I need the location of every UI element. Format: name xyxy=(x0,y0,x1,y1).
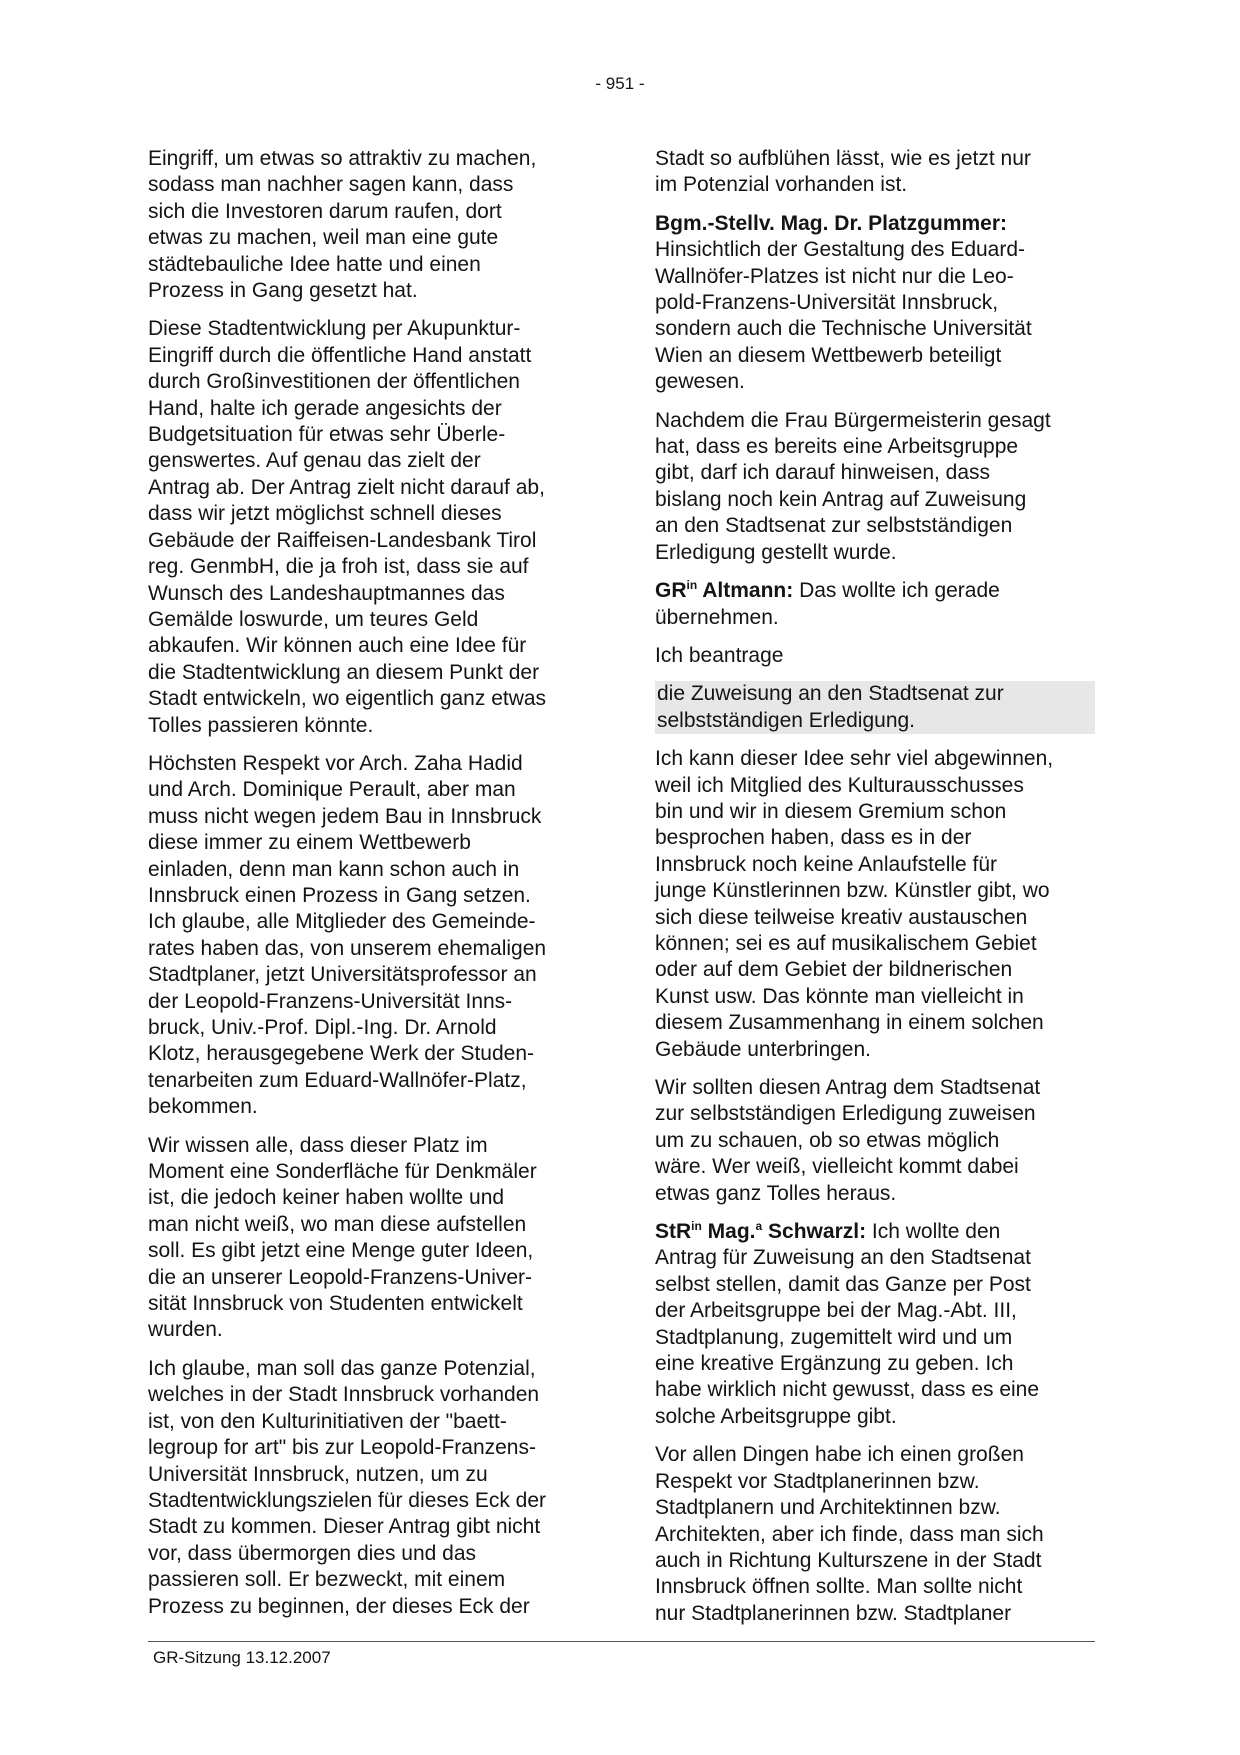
paragraph: Ich beantrage xyxy=(655,643,784,667)
paragraph: Diese Stadtentwicklung per Akupunktur- Eingriff durch die öffentliche Hand anstatt durch Großinvestitionen der öffentlichen Hand, halte ich gerade angesichts der Budgetsituation für etwas sehr Überle- genswertes. Auf genau das zielt der Antrag ab. Der Antrag zielt nicht darauf ab, dass wir jetzt möglichst schnell dieses Gebäude der Raiffeisen-Landesbank Tirol reg. GenmbH, die ja froh ist, dass sie auf Wunsch des Landeshauptmannes das Gemälde loswurde, um teures Geld abkaufen. Wir können auch eine Idee für die Stadtentwicklung an diesem Punkt der Stadt entwickeln, wo eigentlich ganz etwas Tolles passieren könnte. xyxy=(148,317,547,737)
paragraph: Ich glaube, man soll das ganze Potenzial, welches in der Stadt Innsbruck vorhanden ist, von den Kulturinitiativen der "baett- legroup for art" bis zur Leopold-Franzens- Universität Innsbruck, nutzen, um zu Stadtentwicklungszielen für dieses Eck der Stadt zu kommen. Dieser Antrag gibt nicht vor, dass übermorgen dies und das passieren soll. Er bezweckt, mit einem Prozess zu beginnen, der dieses Eck der xyxy=(148,1356,547,1618)
paragraph: Höchsten Respekt vor Arch. Zaha Hadid und Arch. Dominique Perault, aber man muss nicht wegen jedem Bau in Innsbruck diese immer zu einem Wettbewerb einladen, denn man kann schon auch in Innsbruck einen Prozess in Gang setzen. Ich glaube, alle Mitglieder des Gemeinde- rates haben das, von unserem ehemaligen Stadtplaner, jetzt Universitätsprofessor an der Leopold-Franzens-Universität Inns- bruck, Univ.-Prof. Dipl.-Ing. Dr. Arnold Klotz, herausgegebene Werk der Studen- tenarbeiten zum Eduard-Wallnöfer-Platz, bekommen. xyxy=(148,751,547,1119)
left-column xyxy=(148,146,598,1632)
speech-text: Das wollte ich gerade übernehmen. xyxy=(655,579,1000,629)
paragraph: Wir sollten diesen Antrag dem Stadtsenat zur selbstständigen Erledigung zuweisen um zu schauen, ob so etwas möglich wäre. Wer weiß, vielleicht kommt dabei etwas ganz Tolles heraus. xyxy=(655,1076,1041,1205)
speech-altmann xyxy=(655,578,1095,631)
speech-text: Hinsichtlich der Gestaltung des Eduard- Wallnöfer-Platzes ist nicht nur die Leo- pold-Franzens-Universität Innsbruck, sondern auch die Technische Universität Wien an diesem Wettbewerb beteiligt gewesen. xyxy=(655,238,1032,394)
paragraph: Eingriff, um etwas so attraktiv zu machen, sodass man nachher sagen kann, dass sich die Investoren darum raufen, dort etwas zu machen, weil man eine gute städtebauliche Idee hatte und einen Prozess in Gang gesetzt hat. xyxy=(148,147,537,303)
paragraph: Ich kann dieser Idee sehr viel abgewinnen, weil ich Mitglied des Kulturausschusses bin und wir in diesem Gremium schon besprochen haben, dass es in der Innsbruck noch keine Anlaufstelle für junge Künstlerinnen bzw. Künstler gibt, wo sich diese teilweise kreativ austauschen können; sei es auf musikalischem Gebiet oder auf dem Gebiet der bildnerischen Kunst usw. Das könnte man vielleicht in diesem Zusammenhang in einem solchen Gebäude unterbringen. xyxy=(655,747,1054,1061)
speaker-name: StR$^{in}$ Mag.$^a$ Schwarzl: xyxy=(655,1219,867,1244)
page-number: - 951 - xyxy=(595,74,645,93)
speech-text: Ich wollte den Antrag für Zuweisung an den Stadtsenat selbst stellen, damit das Ganze per Post der Arbeitsgruppe bei der Mag.-Abt. III, Stadtplanung, zugemittelt wird und um eine kreative Ergänzung zu geben. Ich habe wirklich nicht gewusst, dass es eine solche Arbeitsgruppe gibt. xyxy=(655,1220,1040,1428)
footer-divider xyxy=(148,1641,1095,1642)
motion-highlight: die Zuweisung an den Stadtsenat zur selbstständigen Erledigung. xyxy=(655,681,1095,734)
paragraph: Stadt so aufblühen lässt, wie es jetzt nur im Potenzial vorhanden ist. xyxy=(655,147,1031,197)
right-column xyxy=(655,146,1095,1639)
speaker-name: $GR^{in}$ Altmann: xyxy=(655,578,794,603)
speaker-name: Bgm.-Stellv. Mag. Dr. Platzgummer: xyxy=(655,211,1008,235)
paragraph: Nachdem die Frau Bürgermeisterin gesagt hat, dass es bereits eine Arbeitsgruppe gibt, darf ich darauf hinweisen, dass bislang noch kein Antrag auf Zuweisung an den Stadtsenat zur selbstständigen Erledigung gestellt wurde. xyxy=(655,408,1051,564)
speech-schwarzl xyxy=(655,1219,1095,1430)
paragraph: Wir wissen alle, dass dieser Platz im Moment eine Sonderfläche für Denkmäler ist, die jedoch keiner haben wollte und man nicht weiß, wo man diese aufstellen soll. Es gibt jetzt eine Menge guter Ideen, die an unserer Leopold-Franzens-Univer- sität Innsbruck von Studenten entwickelt wurden. xyxy=(148,1133,537,1342)
speech-platzgummer xyxy=(655,211,1095,396)
footer-session-date: GR-Sitzung 13.12.2007 xyxy=(153,1648,331,1667)
paragraph: Vor allen Dingen habe ich einen großen Respekt vor Stadtplanerinnen bzw. Stadtplanern und Architektinnen bzw. Architekten, aber ich finde, dass man sich auch in Richtung Kulturszene in der Stadt Innsbruck öffnen sollte. Man sollte nicht nur Stadtplanerinnen bzw. Stadtplaner xyxy=(655,1443,1044,1625)
